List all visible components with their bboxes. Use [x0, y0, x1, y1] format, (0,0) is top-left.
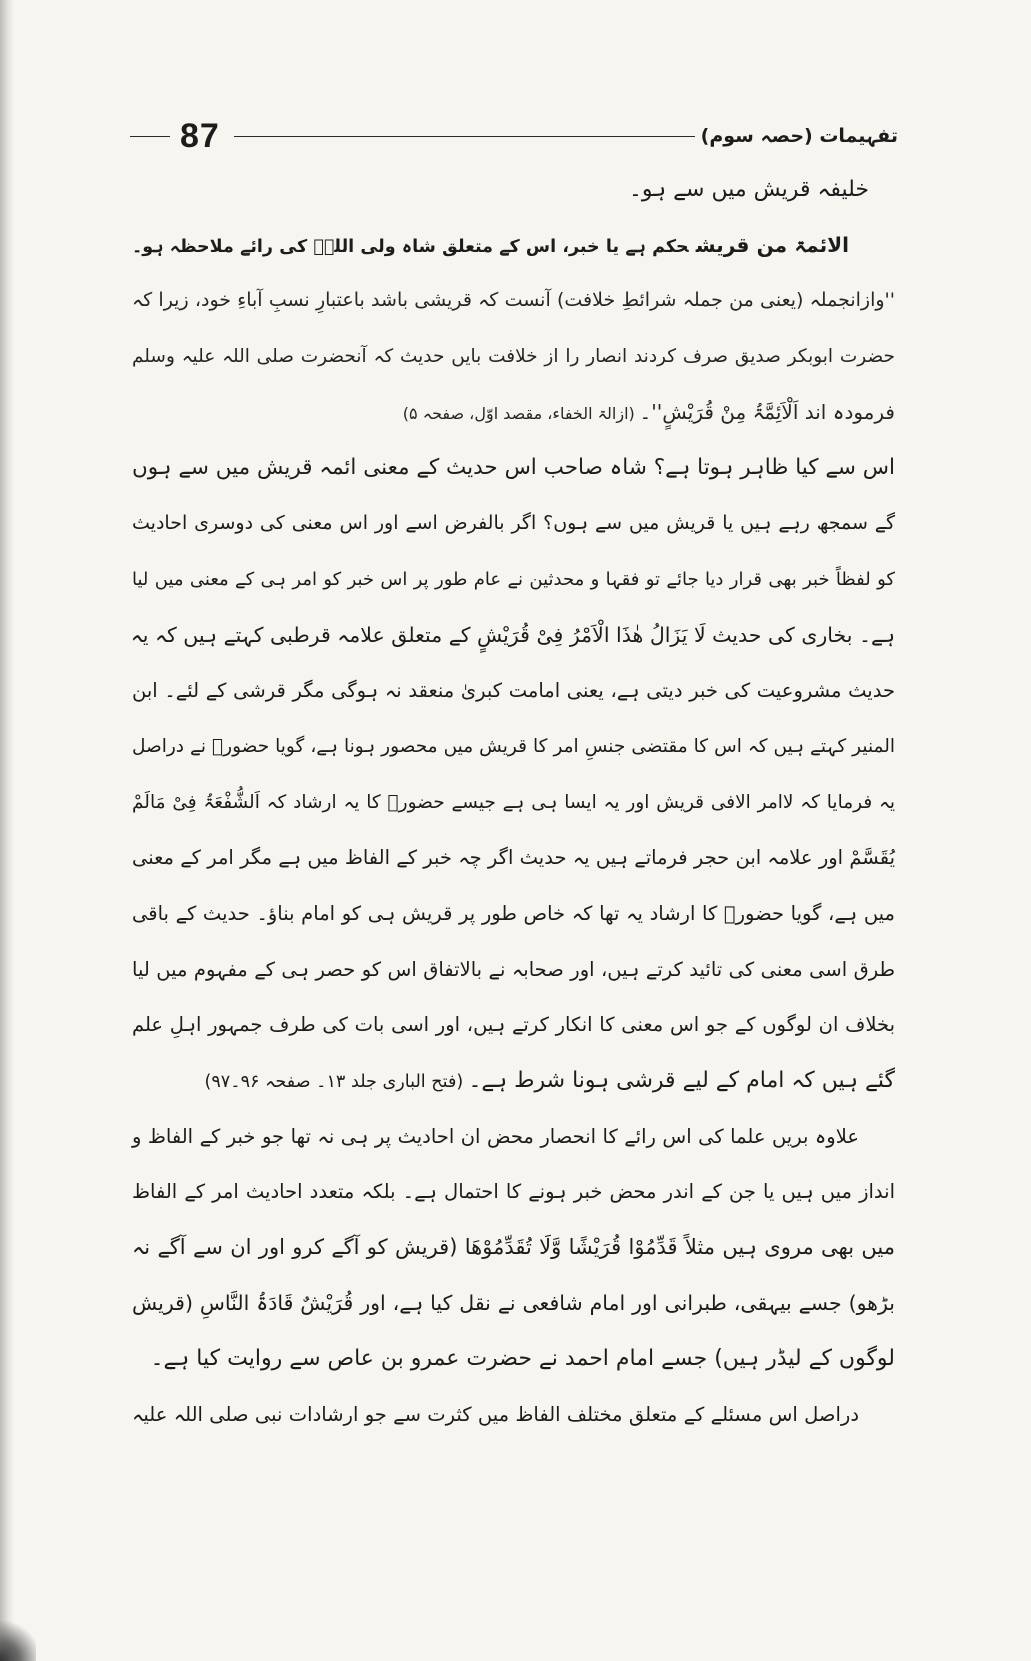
- page-header: [130, 112, 898, 160]
- paragraph-line: دراصل اس مسئلے کے متعلق مختلف الفاظ میں کثرت سے جو ارشادات نبی صلی اللہ علیہ: [132, 1403, 859, 1427]
- paragraph-line: انداز میں ہیں یا جن کے اندر محض خبر ہونے کا احتمال ہے۔ بلکہ متعدد احادیث امر کے الفاظ: [132, 1180, 895, 1204]
- page-number: 87: [180, 117, 220, 155]
- paragraph-line: میں ہے، گویا حضورؐ کا ارشاد یہ تھا کہ خاص طور پر قریش ہی کو امام بناؤ۔ حدیث کے باقی: [132, 901, 895, 925]
- heading-rest: حکم ہے یا خبر، اس کے متعلق شاہ ولی اللہؒ کی رائے ملاحظہ ہو۔: [132, 236, 689, 257]
- book-title: تفہیمات (حصہ سوم): [700, 125, 898, 147]
- header-rule-middle: [234, 136, 695, 137]
- paragraph-line: بخلاف ان لوگوں کے جو اس معنی کا انکار کرتے ہیں، اور اسی بات کی طرف جمہور اہلِ علم: [132, 1013, 895, 1037]
- paragraph-citation: (فتح الباری جلد ۱۳۔ صفحہ ۹۶۔۹۷): [204, 1072, 464, 1092]
- paragraph-line: علاوہ بریں علما کی اس رائے کا انحصار محض ان احادیث پر ہی نہ تھا جو خبر کے الفاظ و: [132, 1124, 859, 1148]
- paragraph-line: یہ فرمایا کہ لاامر الافی قریش اور یہ ایسا ہی ہے جیسے حضورؐ کا یہ ارشاد کہ اَلشُّفْعَۃُ فِیْ مَالَمْ: [132, 791, 895, 813]
- paragraph-line: لوگوں کے لیڈر ہیں) جسے امام احمد نے حضرت عمرو بن عاص سے روایت کیا ہے۔: [150, 1346, 895, 1372]
- paragraph-line: حدیث مشروعیت کی خبر دیتی ہے، یعنی امامت کبریٰ منعقد نہ ہوگی مگر قرشی کے لئے۔ ابن: [132, 679, 895, 703]
- continuation-line: خلیفہ قریش میں سے ہو۔: [629, 177, 869, 202]
- header-rule-left: [130, 136, 170, 137]
- scan-left-edge: [0, 0, 14, 1661]
- paragraph-line: کو لفظاً خبر بھی قرار دیا جائے تو فقہا و محدثین نے عام طور پر اس خبر کو امر ہی کے معنی میں لیا: [132, 568, 895, 590]
- paragraph-line: اس سے کیا ظاہر ہوتا ہے؟ شاہ صاحب اس حدیث کے معنی ائمہ قریش میں سے ہوں: [132, 455, 895, 481]
- quote-line: [132, 385, 895, 441]
- section-heading: [132, 218, 895, 274]
- quote-line-text: فرمودہ اند اَلْاَئِمَّۃُ مِنْ قُرَیْشٍ''۔: [639, 399, 895, 424]
- quote-line: ''وازانجملہ (یعنی من جملہ شرائطِ خلافت) آنست کہ قریشی باشد باعتبارِ نسبِ آباءِ خود، زیرا کہ: [132, 289, 895, 312]
- paragraph-line-text: گئے ہیں کہ امام کے لیے قرشی ہونا شرط ہے۔: [468, 1068, 895, 1093]
- paragraph-line: یُقَسَّمْ اور علامہ ابن حجر فرماتے ہیں یہ حدیث اگر چہ خبر کے الفاظ میں ہے مگر امر کے معنی: [132, 846, 895, 870]
- page-body: [132, 162, 895, 1443]
- paragraph-line: [132, 1053, 895, 1109]
- heading-phrase: الائمۃ من قریش: [695, 232, 850, 257]
- scan-corner-smudge: [0, 1619, 36, 1661]
- paragraph-line: ہے۔ بخاری کی حدیث لَا یَزَالُ ھٰذَا الْاَمْرُ فِیْ قُرَیْشٍ کے متعلق علامہ قرطبی کہتے ہیں کہ یہ: [130, 622, 895, 647]
- paragraph-line: طرق اسی معنی کی تائید کرتے ہیں، اور صحابہ نے بالاتفاق اس کو حصر ہی کے مفہوم میں لیا: [132, 957, 895, 981]
- paragraph-line: گے سمجھ رہے ہیں یا قریش میں سے ہوں؟ اگر بالفرض اسے اور اس معنی کی دوسری احادیث: [132, 512, 895, 535]
- paragraph-line: میں بھی مروی ہیں مثلاً قَدِّمُوْا قُرَیْشًا وَّلَا تُقَدِّمُوْھَا (قریش کو آگے کرو اور ان سے آگے نہ: [132, 1235, 895, 1260]
- paragraph-line: بڑھو) جسے بیہقی، طبرانی اور امام شافعی نے نقل کیا ہے، اور قُرَیْشٌ قَادَۃُ النَّاسِ (قریش: [132, 1290, 895, 1315]
- paragraph-line: المنیر کہتے ہیں کہ اس کا مقتضی جنسِ امر کا قریش میں محصور ہونا ہے، گویا حضورؐ نے دراصل: [132, 735, 895, 757]
- quote-citation: (ازالۃ الخفاء، مقصد اوّل، صفحہ ۵): [402, 403, 635, 423]
- quote-line: حضرت ابوبکر صدیق صرف کردند انصار را از خلافت بایں حدیث کہ آنحضرت صلی اللہ علیہ وسلم: [132, 346, 895, 368]
